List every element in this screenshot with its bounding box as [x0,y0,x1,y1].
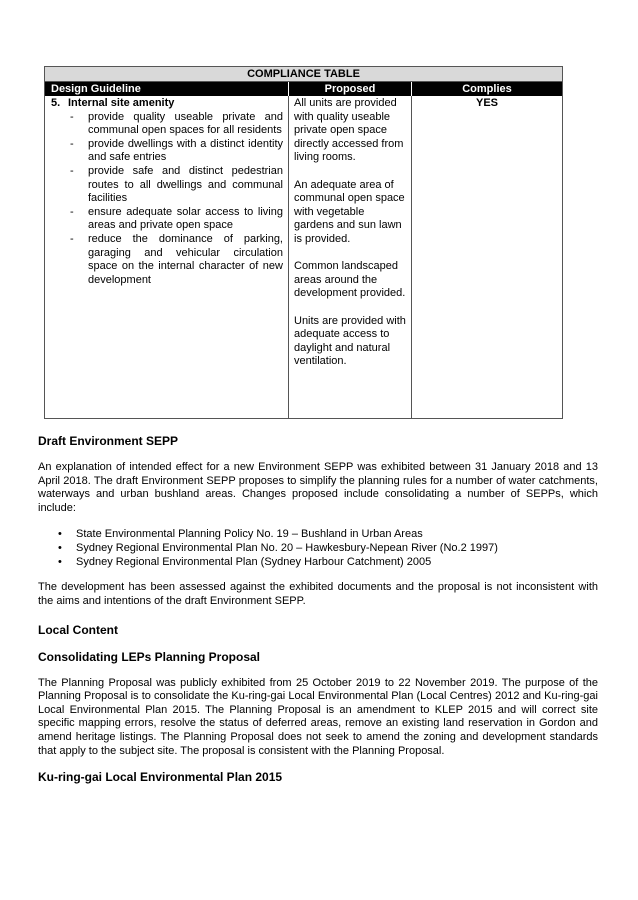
sepp-list-item: • Sydney Regional Environmental Plan (Sydney Harbour Catchment) 2005 [38,555,598,569]
header-complies: Complies [411,82,562,96]
compliance-table-title: COMPLIANCE TABLE [45,67,562,82]
guideline-item: - reduce the dominance of parking, garaging and vehicular circulation space on the internal character of new development [68,233,283,287]
proposed-paragraph: Units are provided with adequate access to daylight and natural ventilation. [294,314,406,368]
sepp-list-item: • Sydney Regional Environmental Plan No. 20 – Hawkesbury-Nepean River (No.2 1997) [38,541,598,555]
compliance-table-row [45,96,562,418]
guideline-title: Internal site amenity [68,97,175,109]
heading-local-content: Local Content [38,622,118,637]
proposed-paragraph: All units are provided with quality useable private open space directly accessed from living rooms. [294,97,404,164]
sepp-list-item: • State Environmental Planning Policy No. 19 – Bushland in Urban Areas [38,527,598,541]
document-body [38,434,598,785]
guideline-number: 5. [51,97,61,109]
compliance-table-header-row [45,82,562,96]
heading-consolidating-leps: Consolidating LEPs Planning Proposal [38,649,261,664]
proposed-paragraph: Common landscaped areas around the development provided. [294,260,406,300]
guideline-item: - provide dwellings with a distinct identity and safe entries [68,138,283,165]
guideline-item: - ensure adequate solar access to living areas and private open space [68,206,283,233]
draft-sepp-intro: An explanation of intended effect for a new Environment SEPP was exhibited between 31 January 2018 and 13 April 2018. The draft Environment SEPP proposes to simplify the planning rules for a number of water catchments, waterways and urban bushland areas. Changes proposed include consolidating a number of SEPPs, which include: [38,461,598,514]
proposed-cell [288,96,411,418]
guideline-item: - provide safe and distinct pedestrian routes to all dwellings and communal facilities [68,165,283,206]
sepp-list [38,527,598,569]
guideline-item: - provide quality useable private and communal open spaces for all residents [68,111,283,138]
guideline-list [51,111,283,288]
heading-klep-2015: Ku-ring-gai Local Environmental Plan 2015 [38,770,283,785]
guideline-cell [45,96,288,418]
draft-sepp-conclusion: The development has been assessed against the exhibited documents and the proposal is not inconsistent with the aims and intentions of the draft Environment SEPP. [38,581,598,607]
compliance-table [44,66,563,419]
consolidating-leps-body: The Planning Proposal was publicly exhibited from 25 October 2019 to 22 November 2019. The purpose of the Planning Proposal is to consolidate the Ku-ring-gai Local Environmental Plan (Local Centres) 2012 and Ku-ring-gai Local Environmental Plan 2015. The Planning Proposal is an amendment to KLEP 2015 and will correct site specific mapping errors, resolve the status of deferred areas, remove an existing land reservation in Gordon and amend heritage listings. The Planning Proposal does not seek to amend the zoning and development standards that apply to the subject site. The proposal is consistent with the Planning Proposal. [38,676,598,757]
header-proposed: Proposed [288,82,411,96]
header-design-guideline: Design Guideline [51,83,141,95]
heading-draft-environment-sepp: Draft Environment SEPP [38,434,179,448]
complies-cell: YES [411,96,562,418]
guideline-heading [51,97,283,111]
proposed-paragraph: An adequate area of communal open space with vegetable gardens and sun lawn is provided. [294,178,405,245]
